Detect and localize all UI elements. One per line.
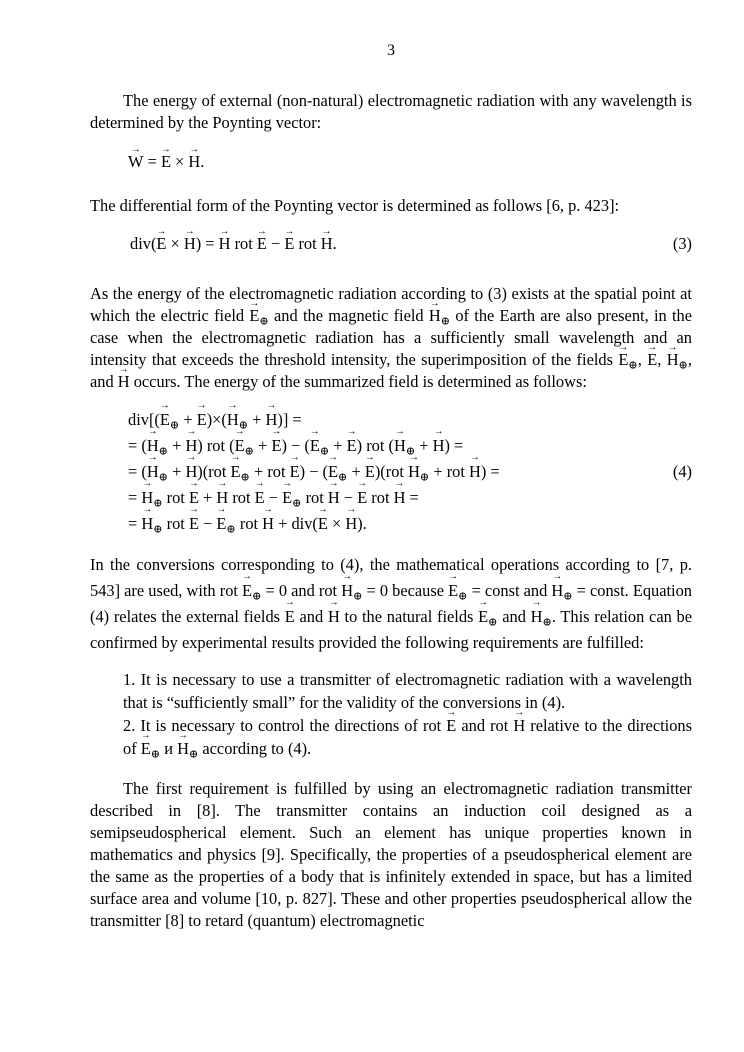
equation-4-lines	[90, 407, 673, 537]
list-item-1: 1. It is necessary to use a transmitter of electromagnetic radiation with a wavelength that is “sufficiently small” for the validity of the conversions in (4).	[123, 670, 692, 712]
equation-4-label: (4)	[672, 462, 692, 481]
page-number: 3	[387, 42, 395, 59]
paragraph-differential-form: The differential form of the Poynting vector is determined as follows [6, p. 423]:	[90, 196, 620, 215]
equation-4	[90, 407, 692, 537]
page-content	[90, 90, 692, 932]
equation-3	[90, 233, 692, 255]
equation-4-line-2: = ($H \to_\oplus + H$ →) rot ($E \to_\oplus + E$ →) − ($E \to_\oplus + E$ →) rot ($H \to_\oplus + H$ →) =	[128, 433, 673, 459]
paragraph-first-requirement: The first requirement is fulfilled by using an electromagnetic radiation transmitter described in [8]. The transmitter contains an induction coil designed as a semipseudospherical element. Such an element has unique properties known in mathematics and physics [9]. Specifically, the properties of a pseudospherical element are the same as the properties of a body that is infinitely extended in space, but has a limited surface area and volume [10, p. 827]. These and other properties pseudospherical allow the transmitter [8] to retard (quantum) electromagnetic	[90, 779, 692, 930]
equation-4-line-1: $div[(E \to_\oplus + E \to)\times(H \to_\oplus + H$ →)] =	[128, 407, 673, 433]
equation-4-line-5: = $H \to_\oplus$ rot E → − $E \to_\oplus$ rot H → + div(E → × H →).	[128, 511, 673, 537]
paragraph-conversions: In the conversions corresponding to (4), the mathematical operations according to [7, p. 543] are used, with rot $E \to_\oplus = 0$ and rot $H \to_\oplus = 0$ because $E \to_\oplus$ = const and $H \to_\oplus$ = const. Equation (4) relates the external fields E → and H → to the natural fields $E \to_\oplus$ and $H \to_\oplus$. This relation can be confirmed by experimental results provided the following requirements are fulfilled:	[90, 552, 692, 656]
equation-4-line-3: = $(H \to_\oplus + H \to)(rot$ $E \to_\oplus$ + rot E →) − $(E \to_\oplus + E \to)(rot$ $H \to_\oplus$ + rot H →) =	[128, 459, 673, 485]
requirements-list	[123, 668, 692, 760]
equation-3-body: div(E → × H →) = H → rot E → − E → rot H →.	[90, 233, 673, 255]
equation-poynting-vector: W → = E → × H →.	[128, 151, 692, 173]
paragraph-superimposition: As the energy of the electromagnetic radiation according to (3) exists at the spatial point at which the electric field $E \to_\oplus$ and the magnetic field $H \to_\oplus$ of the Earth are also present, in the case when the electromagnetic radiation has a sufficiently small wavelength and an intensity that exceeds the threshold intensity, the superimposition of the fields $E \to_\oplus$, E →, $H \to_\oplus$, and H → occurs. The energy of the summarized field is determined as follows:	[90, 283, 692, 393]
paragraph-energy-intro: The energy of external (non-natural) electromagnetic radiation with any wavelength is determined by the Poynting vector:	[90, 91, 692, 132]
equation-4-line-4: = $H \to_\oplus$ rot E → + H → rot E → − $E \to_\oplus$ rot H → − E → rot H → =	[128, 485, 673, 511]
equation-3-label: (3)	[672, 234, 692, 253]
list-item-2: 2. It is necessary to control the directions of rot E → and rot H → relative to the directions of $E \to_\oplus$ и $H \to_\oplus$ according to (4).	[123, 714, 692, 760]
